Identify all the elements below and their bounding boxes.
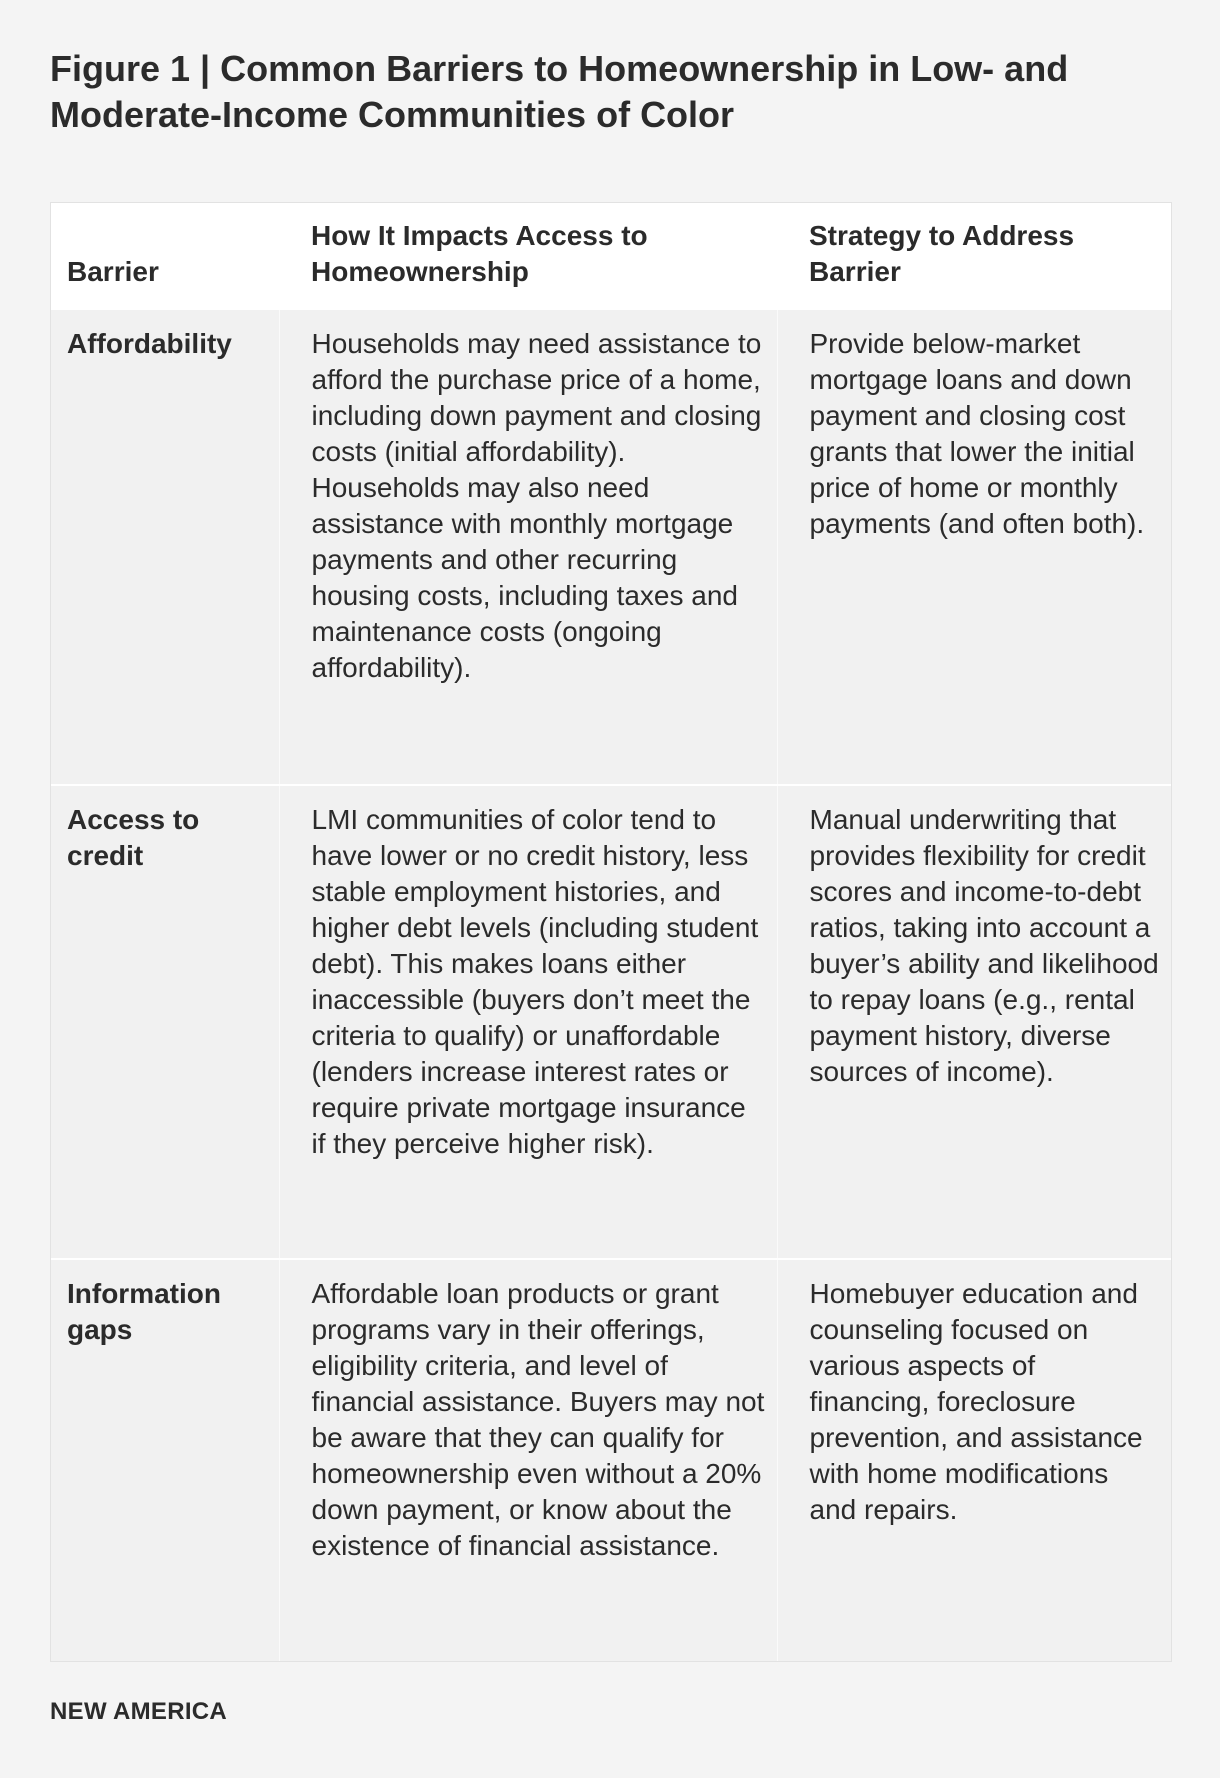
impact-cell: Affordable loan products or grant programs vary in their offerings, eligibility criteria, and level of financial assistance. Buyers may not be aware that they can qualify for homeownership even without a 20% down payment, or know about the existence of financial assistance. (279, 1259, 777, 1661)
column-header-strategy: Strategy to Address Barrier (809, 220, 1075, 287)
barriers-table-container (50, 202, 1172, 1662)
table-row (51, 785, 1171, 1259)
barriers-table (51, 203, 1171, 1661)
barrier-cell: Access to credit (51, 785, 279, 1259)
strategy-cell: Homebuyer education and counseling focused on various aspects of financing, foreclosure prevention, and assistance with home modifications and repairs. (777, 1259, 1171, 1661)
brand-footer: NEW AMERICA (50, 1698, 228, 1725)
column-header-impact: How It Impacts Access to Homeownership (311, 220, 648, 287)
strategy-cell: Manual underwriting that provides flexibility for credit scores and income-to-debt ratios, taking into account a buyer’s ability and likelihood to repay loans (e.g., rental payment history, diverse sources of income). (777, 785, 1171, 1259)
barrier-cell: Information gaps (51, 1259, 279, 1661)
table-header-row (51, 203, 1171, 309)
column-header-barrier: Barrier (67, 256, 159, 287)
impact-cell: LMI communities of color tend to have lower or no credit history, less stable employment histories, and higher debt levels (including student debt). This makes loans either inaccessible (buyers don’t meet the criteria to qualify) or unaffordable (lenders increase interest rates or require private mortgage insurance if they perceive higher risk). (279, 785, 777, 1259)
figure-title: Figure 1 | Common Barriers to Homeownership in Low- and Moderate-Income Communities of Color (50, 48, 1069, 135)
strategy-cell: Provide below-market mortgage loans and down payment and closing cost grants that lower the initial price of home or monthly payments (and often both). (777, 309, 1171, 785)
impact-cell: Households may need assistance to afford the purchase price of a home, including down payment and closing costs (initial affordability). Households may also need assistance with monthly mortgage payments and other recurring housing costs, including taxes and maintenance costs (ongoing affordability). (279, 309, 777, 785)
table-row (51, 1259, 1171, 1661)
table-row (51, 309, 1171, 785)
barrier-cell: Affordability (51, 309, 279, 785)
